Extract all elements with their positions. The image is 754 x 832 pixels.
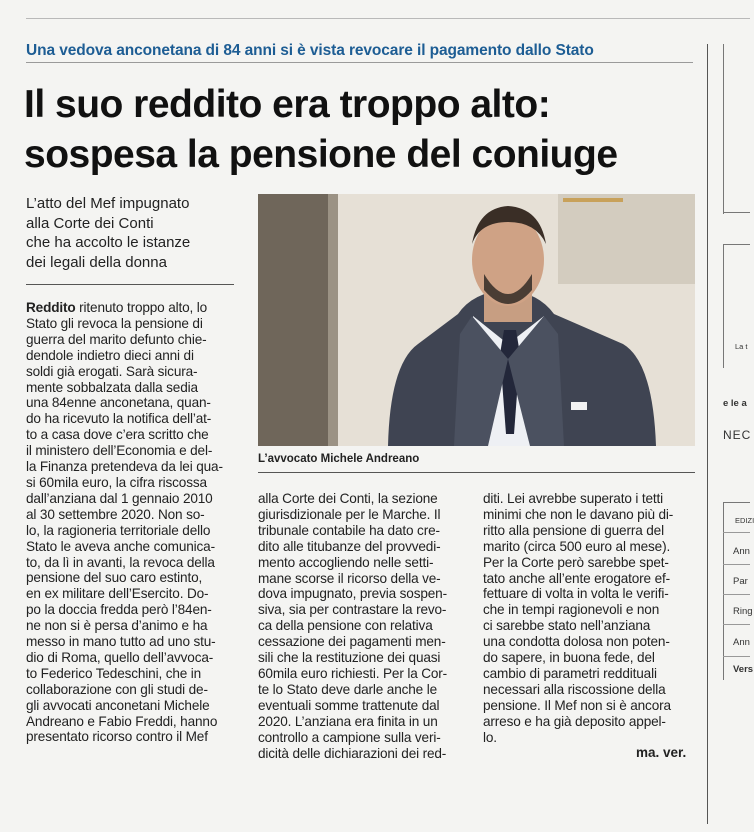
column-line: che in tempi ragionevoli e non bbox=[483, 602, 660, 618]
column-line: dicità delle dichiarazioni dei red- bbox=[258, 745, 447, 761]
column-line: en ex militare dell’Esercito. Do- bbox=[26, 586, 209, 602]
column-line: Andreano e Fabio Freddi, hanno bbox=[26, 713, 218, 729]
column-line: lo, la ragioneria territoriale dello bbox=[26, 522, 211, 538]
column-line: una condotta dolosa non poten- bbox=[483, 634, 670, 650]
article-deck bbox=[26, 194, 236, 272]
article-photo bbox=[258, 194, 695, 446]
column-line: Per la Corte però sarebbe spet- bbox=[483, 554, 669, 570]
headline-line: Il suo reddito era troppo alto: bbox=[24, 83, 551, 126]
sidebar-box-edge bbox=[723, 44, 724, 214]
sidebar-fragment: e le a bbox=[723, 398, 747, 409]
sidebar-box-edge bbox=[723, 502, 724, 680]
top-rule bbox=[26, 18, 750, 19]
kicker-underline bbox=[26, 62, 693, 63]
column-line: la Finanza pretendeva da lei qua- bbox=[26, 459, 223, 475]
column-line: do ha ricevuto la notifica dell’at- bbox=[26, 411, 212, 427]
column-line bbox=[26, 300, 240, 316]
sidebar-rule bbox=[723, 502, 750, 503]
article-headline bbox=[24, 80, 704, 180]
column-line: dito alle titubanze del provvedi- bbox=[258, 538, 441, 554]
column-line: arreso e ha già deposito appel- bbox=[483, 713, 666, 729]
sidebar-rule bbox=[723, 532, 750, 533]
adjacent-page-fragment bbox=[705, 0, 754, 832]
deck-line: che ha accolto le istanze bbox=[26, 234, 191, 251]
sidebar-divider bbox=[707, 44, 708, 824]
column-line: dall’anziana dal 1 gennaio 2010 bbox=[26, 490, 213, 506]
article-column-1 bbox=[26, 300, 240, 745]
column-line: dova impugnato, previa sospen- bbox=[258, 586, 447, 602]
column-line: mente sobbalzata dalla sedia bbox=[26, 379, 198, 395]
sidebar-fragment: EDIZI bbox=[735, 516, 754, 525]
column-line: si 60mila euro, la cifra riscossa bbox=[26, 474, 207, 490]
column-line: cessazione dei pagamenti men- bbox=[258, 634, 446, 650]
photo-caption: L’avvocato Michele Andreano bbox=[258, 453, 420, 465]
column-line: guerra del marito defunto chie- bbox=[26, 331, 207, 347]
column-line: 2020. L’anziana era finita in un bbox=[258, 713, 438, 729]
sidebar-fragment: Ring bbox=[733, 606, 753, 617]
column-line: dendole indietro dieci anni di bbox=[26, 347, 194, 363]
article-signature: ma. ver. bbox=[636, 745, 687, 760]
column-line: alla Corte dei Conti, la sezione bbox=[258, 491, 438, 506]
column-line: mane scorse il ricorso della ve- bbox=[258, 570, 441, 586]
column-line: Stato gli revoca la pensione di bbox=[26, 315, 203, 331]
deck-line: dei legali della donna bbox=[26, 253, 167, 271]
column-line: eventuali somme trattenute dal bbox=[258, 697, 440, 713]
sidebar-box-edge bbox=[723, 212, 750, 213]
column-line: necessari alla riscossione della bbox=[483, 681, 666, 697]
sidebar-rule bbox=[723, 656, 750, 657]
column-line: te lo Stato deve darle anche le bbox=[258, 681, 437, 697]
sidebar-fragment: Par bbox=[733, 576, 748, 587]
column-line: 60mila euro richiesti. Per la Cor- bbox=[258, 665, 448, 681]
article-column-2 bbox=[258, 491, 470, 761]
column-line: do sapere, in buona fede, del bbox=[483, 650, 655, 666]
column-line: giurisdizionale per le Marche. Il bbox=[258, 506, 441, 522]
lawyer-portrait bbox=[258, 194, 695, 446]
column-line: gli avvocati anconetani Michele bbox=[26, 697, 210, 713]
column-line: ritto alla pensione di guerra del bbox=[483, 522, 664, 538]
sidebar-fragment: Ann bbox=[733, 546, 750, 557]
column-line: mento accogliendo nelle setti- bbox=[258, 554, 434, 570]
sidebar-fragment: La t bbox=[735, 342, 748, 351]
column-line: diti. Lei avrebbe superato i tetti bbox=[483, 491, 664, 506]
column-line: to Federico Tedeschini, che in bbox=[26, 665, 202, 681]
sidebar-rule bbox=[723, 624, 750, 625]
column-line: lo. bbox=[483, 729, 497, 745]
sidebar-rule bbox=[723, 564, 750, 565]
column-line: ca della pensione con relativa bbox=[258, 618, 433, 634]
column-line: collaborazione con gli studi de- bbox=[26, 681, 208, 697]
column-line: Stato le aveva anche comunica- bbox=[26, 538, 215, 554]
sidebar-box-edge bbox=[723, 244, 724, 368]
column-line: sili che la restituzione dei quasi bbox=[258, 650, 441, 666]
column-line: presentato ricorso contro il Mef bbox=[26, 729, 208, 745]
column-line: ci sarebbe stato nell’anziana bbox=[483, 618, 651, 634]
sidebar-fragment: Ann bbox=[733, 637, 750, 648]
column-line: soldi già erogati. Sarà sicura- bbox=[26, 363, 198, 379]
article-kicker: Una vedova anconetana di 84 anni si è vista revocare il pagamento dallo Stato bbox=[26, 42, 594, 59]
column-line: tato anche all’ente erogatore ef- bbox=[483, 570, 671, 586]
column-line: al 30 settembre 2020. Non so- bbox=[26, 506, 205, 522]
column-line: tribunale contabile ha dato cre- bbox=[258, 522, 440, 538]
sidebar-fragment: NEC bbox=[723, 428, 752, 442]
column-line: siva, sia per contrastare la revo- bbox=[258, 602, 447, 618]
column-line: to, da lì in avanti, la revoca della bbox=[26, 554, 215, 570]
deck-line: alla Corte dei Conti bbox=[26, 214, 154, 232]
caption-rule bbox=[258, 472, 695, 473]
deck-line: L’atto del Mef impugnato bbox=[26, 195, 190, 212]
column-line: ne non si è persa d’animo e ha bbox=[26, 618, 208, 634]
column-line: minimi che non le davano più di- bbox=[483, 506, 674, 522]
column-line: pensione del suo caro estinto, bbox=[26, 570, 203, 586]
sidebar-rule bbox=[723, 594, 750, 595]
column-line: cambio di parametri reddituali bbox=[483, 665, 657, 681]
column-line: messo in mano tutto ad uno stu- bbox=[26, 634, 216, 650]
column-line-text: ritenuto troppo alto, lo bbox=[75, 300, 208, 315]
column-line: una 84enne anconetana, quan- bbox=[26, 395, 211, 411]
sidebar-fragment: Vers bbox=[733, 664, 754, 675]
column-line: po la doccia fredda però l’84en- bbox=[26, 602, 212, 618]
headline-line: sospesa la pensione del coniuge bbox=[24, 133, 618, 176]
column-line: controllo a campione sulla veri- bbox=[258, 729, 441, 745]
column-line: to a casa dove c’era scritto che bbox=[26, 427, 209, 443]
article-column-3 bbox=[483, 491, 697, 746]
column-line: dio di Roma, quello dell’avvoca- bbox=[26, 649, 214, 665]
column-line: pensione. Il Mef non si è ancora bbox=[483, 697, 671, 713]
column-line: fettuare di volta in volta le verifi- bbox=[483, 586, 669, 602]
column-line: marito (circa 500 euro al mese). bbox=[483, 538, 671, 554]
sidebar-box-edge bbox=[723, 244, 750, 245]
lead-word: Reddito bbox=[26, 300, 76, 315]
column-line: il ministero dell’Economia e del- bbox=[26, 443, 213, 459]
deck-rule bbox=[26, 284, 234, 285]
